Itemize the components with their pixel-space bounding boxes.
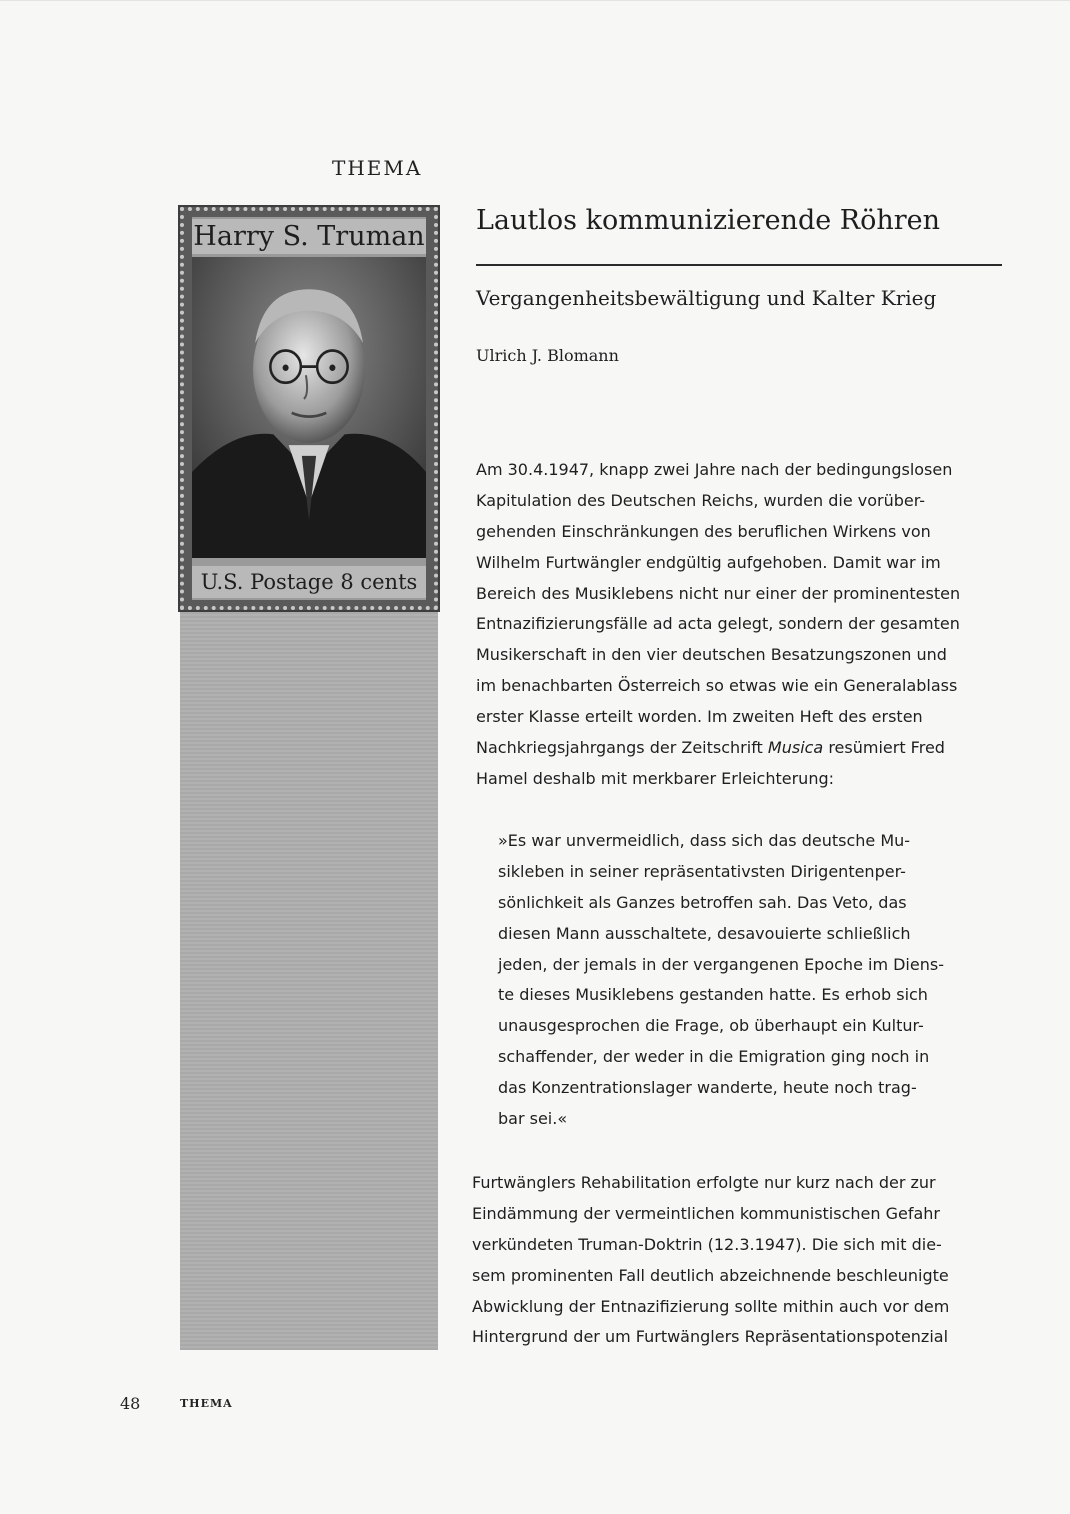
page-number: 48 xyxy=(120,1394,141,1413)
text-line: Entnazifizierungsfälle ad acta gelegt, sondern der gesamten xyxy=(476,614,960,634)
text-line: gehenden Einschränkungen des beruflichen Wirkens von xyxy=(476,521,931,541)
text-line: im benachbarten Österreich so etwas wie ein Generalablass xyxy=(476,676,958,696)
footer-section-label: THEMA xyxy=(180,1397,233,1410)
text-line: Musikerschaft in den vier deutschen Besatzungszonen und xyxy=(476,645,947,665)
quote-line: unausgesprochen die Frage, ob überhaupt ein Kultur- xyxy=(498,1016,924,1036)
body-paragraph-2 xyxy=(472,1168,1004,1353)
section-heading: THEMA xyxy=(332,156,423,180)
text-line: Hamel deshalb mit merkbarer Erleichterung: xyxy=(476,768,835,788)
quote-line: das Konzentrationslager wanderte, heute noch trag- xyxy=(498,1078,917,1098)
text-line: Abwicklung der Entnazifizierung sollte mithin auch vor dem xyxy=(472,1296,950,1316)
text-line: erster Klasse erteilt worden. Im zweiten Heft des ersten xyxy=(476,707,923,727)
body-paragraph-1 xyxy=(476,455,1004,795)
quote-line: bar sei.« xyxy=(498,1109,568,1129)
article-author: Ulrich J. Blomann xyxy=(476,346,619,365)
text-line: Bereich des Musiklebens nicht nur einer der prominentesten xyxy=(476,583,961,603)
quote-line: diesen Mann ausschaltete, desavouierte schließlich xyxy=(498,923,911,943)
text-line: Wilhelm Furtwängler endgültig aufgehoben. Damit war im xyxy=(476,552,941,572)
truman-postage-stamp xyxy=(180,207,438,610)
text-line: sem prominenten Fall deutlich abzeichnende beschleunigte xyxy=(472,1265,949,1285)
stamp-face xyxy=(192,217,426,600)
title-divider xyxy=(476,264,1002,266)
stamp-name-label: Harry S. Truman xyxy=(193,221,425,252)
quote-line: schaffender, der weder in die Emigration ging noch in xyxy=(498,1047,930,1067)
text-line: Nachkriegsjahrgangs der Zeitschrift Musica resümiert Fred xyxy=(476,738,945,758)
text-line: verkündeten Truman-Doktrin (12.3.1947). Die sich mit die- xyxy=(472,1234,942,1254)
grey-sidebar-column xyxy=(180,612,438,1350)
quote-line: te dieses Musiklebens gestanden hatte. Es erhob sich xyxy=(498,985,928,1005)
text-line: Hintergrund der um Furtwänglers Repräsentationspotenzial xyxy=(472,1327,949,1347)
block-quote xyxy=(498,826,976,1135)
text-line: Kapitulation des Deutschen Reichs, wurden die vorüber- xyxy=(476,490,926,510)
text-line: Furtwänglers Rehabilitation erfolgte nur kurz nach der zur xyxy=(472,1173,936,1192)
quote-line: jeden, der jemals in der vergangenen Epoche im Diens- xyxy=(498,954,944,974)
portrait-illustration xyxy=(192,257,426,558)
article-subtitle: Vergangenheitsbewältigung und Kalter Krieg xyxy=(476,286,937,310)
quote-line: sikleben in seiner repräsentativsten Dirigentenper- xyxy=(498,861,906,881)
article-title: Lautlos kommunizierende Röhren xyxy=(476,205,941,236)
portrait-image xyxy=(192,257,426,558)
text-line: Eindämmung der vermeintlichen kommunistischen Gefahr xyxy=(472,1203,940,1223)
quote-line: sönlichkeit als Ganzes betroffen sah. Das Veto, das xyxy=(498,892,907,912)
stamp-value-label: U.S. Postage 8 cents xyxy=(192,566,426,598)
quote-line: »Es war unvermeidlich, dass sich das deutsche Mu- xyxy=(498,831,911,850)
text-line: Am 30.4.1947, knapp zwei Jahre nach der bedingungslosen xyxy=(476,460,953,479)
journal-name: Musica xyxy=(767,738,824,758)
